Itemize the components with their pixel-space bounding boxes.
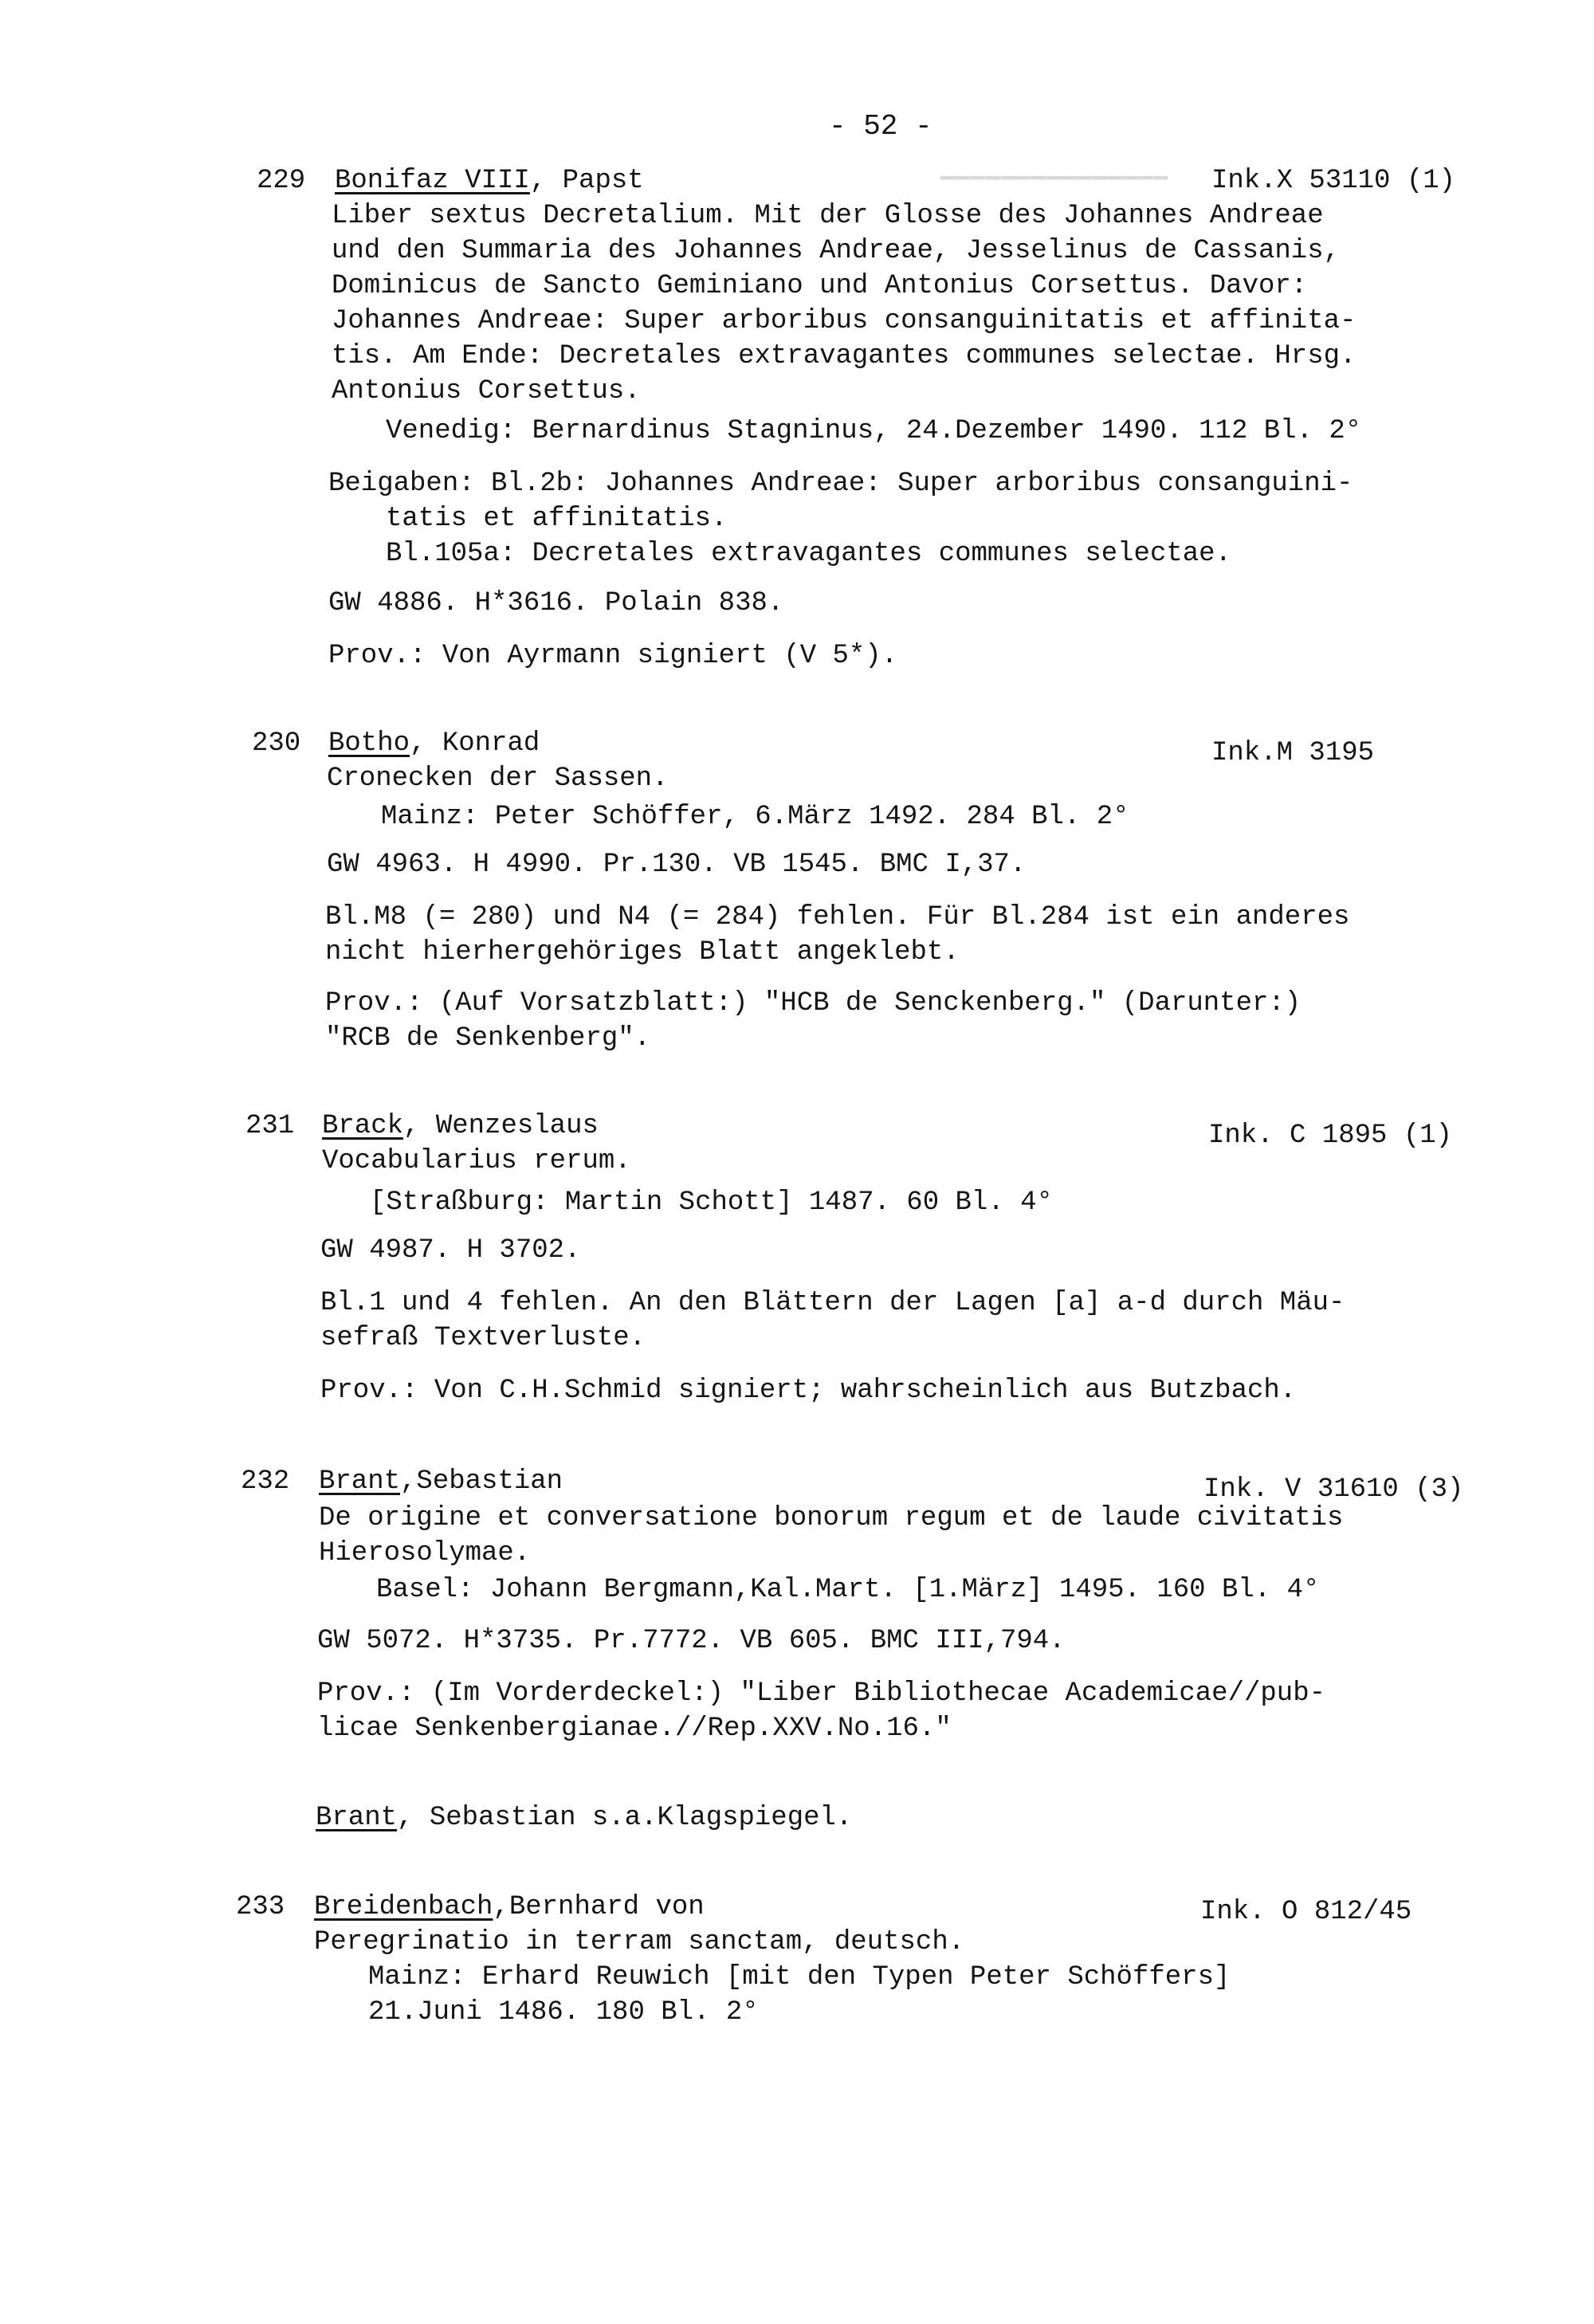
imprint-line: Mainz: Erhard Reuwich [mit den Typen Peter Schöffers] bbox=[368, 1962, 1231, 1992]
entry-number: 231 bbox=[245, 1111, 295, 1141]
references: GW 5072. H*3735. Pr.7772. VB 605. BMC III,794. bbox=[317, 1626, 1066, 1656]
entry-author bbox=[314, 1890, 705, 1924]
references: GW 4886. H*3616. Polain 838. bbox=[328, 588, 784, 618]
title-line: Vocabularius rerum. bbox=[322, 1146, 631, 1176]
references: GW 4963. H 4990. Pr.130. VB 1545. BMC I,37. bbox=[327, 850, 1027, 880]
entry-number: 233 bbox=[236, 1892, 285, 1922]
author-rest: ,Bernhard von bbox=[493, 1892, 705, 1922]
title-line: und den Summaria des Johannes Andreae, Jesselinus de Cassanis, bbox=[332, 236, 1341, 266]
entry-author bbox=[322, 1109, 599, 1143]
author-name: Breidenbach bbox=[314, 1892, 493, 1922]
author-rest: , Papst bbox=[529, 166, 644, 196]
author-name: Brack bbox=[322, 1111, 404, 1141]
provenance: Prov.: Von C.H.Schmid signiert; wahrscheinlich aus Butzbach. bbox=[320, 1376, 1297, 1406]
title-line: Antonius Corsettus. bbox=[332, 376, 641, 406]
entry-number: 230 bbox=[252, 728, 301, 759]
imprint: [Straßburg: Martin Schott] 1487. 60 Bl. 4° bbox=[370, 1188, 1053, 1218]
beigaben-line: Beigaben: Bl.2b: Johannes Andreae: Super arboribus consanguini- bbox=[328, 469, 1353, 499]
author-rest: , Konrad bbox=[410, 728, 540, 759]
entry-author bbox=[335, 164, 644, 198]
entry-author bbox=[319, 1465, 563, 1498]
entry-number: 232 bbox=[241, 1466, 290, 1497]
provenance-line: licae Senkenbergianae.//Rep.XXV.No.16." bbox=[317, 1714, 952, 1744]
xref-name: Brant bbox=[316, 1803, 398, 1833]
provenance-line: "RCB de Senkenberg". bbox=[325, 1023, 651, 1054]
shelfmark: Ink. C 1895 (1) bbox=[1208, 1121, 1453, 1151]
note-line: nicht hierhergehöriges Blatt angeklebt. bbox=[325, 937, 960, 968]
imprint: Venedig: Bernardinus Stagninus, 24.Dezember 1490. 112 Bl. 2° bbox=[386, 416, 1362, 446]
title-line: Liber sextus Decretalium. Mit der Glosse des Johannes Andreae bbox=[332, 201, 1324, 231]
title-line: Peregrinatio in terram sanctam, deutsch. bbox=[314, 1927, 965, 1957]
title-line: tis. Am Ende: Decretales extravagantes communes selectae. Hrsg. bbox=[332, 341, 1356, 371]
author-name: Botho bbox=[328, 728, 410, 759]
note-line: Bl.1 und 4 fehlen. An den Blättern der Lagen [a] a-d durch Mäu- bbox=[320, 1288, 1345, 1318]
shelfmark: Ink.M 3195 bbox=[1211, 738, 1375, 768]
provenance-line: Prov.: (Auf Vorsatzblatt:) "HCB de Senckenberg." (Darunter:) bbox=[325, 988, 1302, 1019]
shelfmark: Ink. V 31610 (3) bbox=[1203, 1474, 1464, 1505]
entry-number: 229 bbox=[257, 166, 306, 196]
title-line: Hierosolymae. bbox=[319, 1538, 531, 1568]
title-line: Johannes Andreae: Super arboribus consanguinitatis et affinita- bbox=[332, 306, 1356, 336]
show-through: ▁▁▁▁▁▁▁▁▁▁▁▁▁▁▁ bbox=[940, 155, 1168, 182]
page-number: - 52 - bbox=[829, 110, 932, 143]
shelfmark: Ink. O 812/45 bbox=[1200, 1897, 1412, 1927]
xref-rest: , Sebastian s.a.Klagspiegel. bbox=[397, 1803, 853, 1833]
imprint-line: 21.Juni 1486. 180 Bl. 2° bbox=[368, 1997, 759, 2028]
provenance-line: Prov.: (Im Vorderdeckel:) "Liber Bibliothecae Academicae//pub- bbox=[317, 1678, 1326, 1709]
title-line: De origine et conversatione bonorum regum et de laude civitatis bbox=[319, 1503, 1344, 1533]
author-name: Brant bbox=[319, 1466, 401, 1497]
shelfmark: Ink.X 53110 (1) bbox=[1211, 166, 1456, 196]
beigaben-line: tatis et affinitatis. bbox=[386, 504, 728, 534]
note-line: Bl.M8 (= 280) und N4 (= 284) fehlen. Für Bl.284 ist ein anderes bbox=[325, 902, 1350, 932]
beigaben-line: Bl.105a: Decretales extravagantes communes selectae. bbox=[386, 539, 1231, 569]
provenance: Prov.: Von Ayrmann signiert (V 5*). bbox=[328, 641, 898, 671]
title-line: Dominicus de Sancto Geminiano und Antonius Corsettus. Davor: bbox=[332, 271, 1308, 301]
imprint: Basel: Johann Bergmann,Kal.Mart. [1.März] 1495. 160 Bl. 4° bbox=[376, 1575, 1320, 1605]
note-line: sefraß Textverluste. bbox=[320, 1323, 646, 1353]
entry-author bbox=[328, 727, 540, 760]
author-name: Bonifaz VIII bbox=[335, 166, 530, 196]
title-line: Cronecken der Sassen. bbox=[327, 764, 669, 794]
author-rest: , Wenzeslaus bbox=[403, 1111, 599, 1141]
imprint: Mainz: Peter Schöffer, 6.März 1492. 284 Bl. 2° bbox=[381, 802, 1129, 832]
author-rest: ,Sebastian bbox=[400, 1466, 563, 1497]
references: GW 4987. H 3702. bbox=[320, 1235, 581, 1266]
cross-reference bbox=[316, 1801, 852, 1835]
